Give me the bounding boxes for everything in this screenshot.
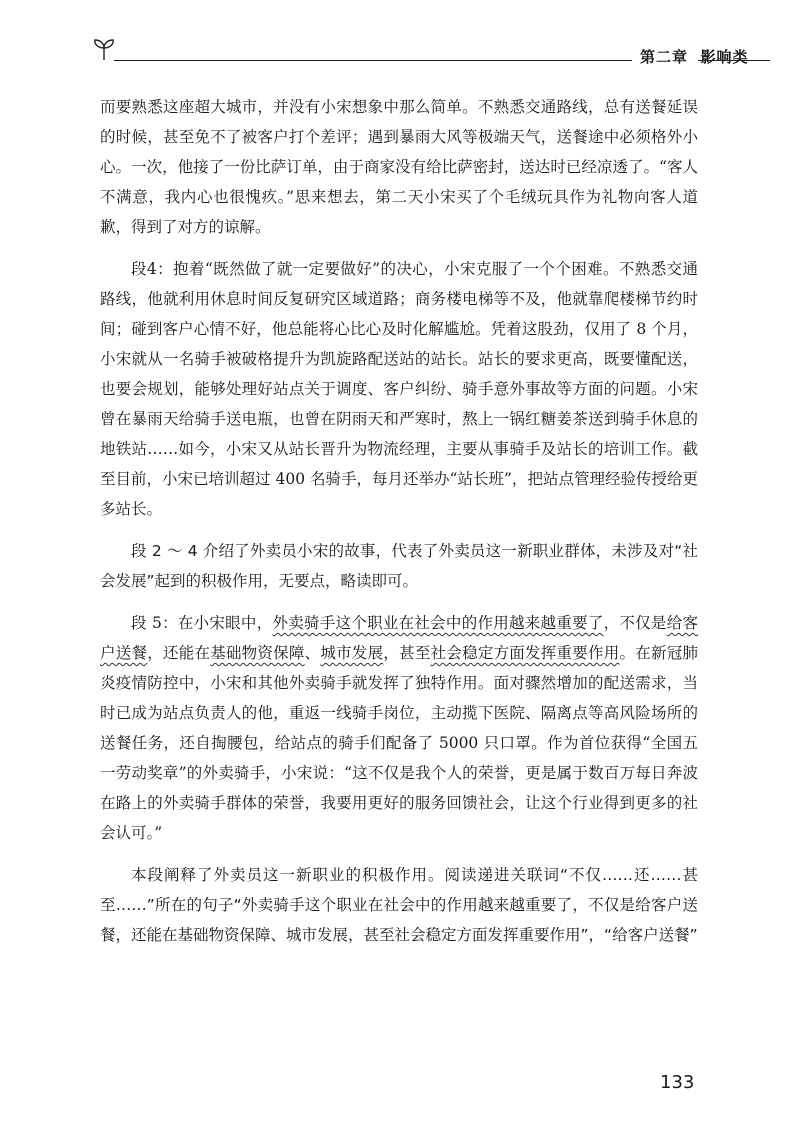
paragraph-section-4: 段4：抱着“既然做了就一定要做好”的决心，小宋克服了一个个困难。不熟悉交通路线，他就利用休息时间反复研究区域道路；商务楼电梯等不及，他就靠爬楼梯节约时间；碰到客户心情不好，他总能将心比心及时化解尴尬。凭着这股劲，仅用了 8 个月，小宋就从一名骑手被破格提升为凯旋路配送站的站长。站长的要求更高，既要懂配送，也要会规划，能够处理好站点关于调度、客户纠纷、骑手意外事故等方面的问题。小宋曾在暴雨天给骑手送电瓶，也曾在阴雨天和严寒时，熬上一锅红糖姜茶送到骑手休息的地铁站……如今，小宋又从站长晋升为物流经理，主要从事骑手及站长的培训工作。截至目前，小宋已培训超过 400 名骑手，每月还举办“站长班”，把站点管理经验传授给更多站长。	[100, 260, 698, 518]
p5-text-1: 段 5：在小宋眼中，	[131, 614, 273, 632]
reading-note-1: 段 2 ～ 4 介绍了外卖员小宋的故事，代表了外卖员这一新职业群体，未涉及对“社会发展”起到的积极作用，无要点，略读即可。	[100, 542, 698, 590]
p5-text-5: ，甚至	[383, 644, 431, 662]
page-number: 133	[660, 1072, 695, 1093]
p5-text-4: 、	[304, 644, 321, 662]
header-rule-right	[698, 60, 770, 61]
paragraph-section-5	[100, 608, 698, 848]
p5-text-6: 。在新冠肺炎疫情防控中，小宋和其他外卖骑手就发挥了独特作用。面对骤然增加的配送需求，当时已成为站点负责人的他，重返一线骑手岗位，主动揽下医院、隔离点等高风险场所的送餐任务，还自掏腰包，给站点的骑手们配备了 5000 只口罩。作为首位获得“全国五一劳动奖章”的外卖骑手，小宋说：“这不仅是我个人的荣誉，更是属于数百万每日奔波在路上的外卖骑手群体的荣誉，我要用更好的服务回馈社会，让这个行业得到更多的社会认可。”	[100, 644, 698, 842]
key-phrase-supplies: 基础物资保障	[210, 644, 305, 662]
key-phrase-delivery: 给客户送餐	[100, 614, 698, 662]
paragraph-continuation: 而要熟悉这座超大城市，并没有小宋想象中那么简单。不熟悉交通路线，总有送餐延误的时候，甚至免不了被客户打个差评；遇到暴雨大风等极端天气，送餐途中必须格外小心。一次，他接了一份比萨订单，由于商家没有给比萨密封，送达时已经凉透了。“客人不满意，我内心也很愧疚。”思来想去，第二天小宋买了个毛绒玩具作为礼物向客人道歉，得到了对方的谅解。	[100, 98, 698, 236]
header-rule-left	[114, 60, 632, 61]
chapter-title	[640, 46, 748, 67]
p5-text-2: ，不仅是	[603, 614, 667, 632]
section-title: 影响类	[700, 48, 749, 66]
sprout-icon	[90, 36, 118, 62]
key-phrase-city: 城市发展	[320, 644, 384, 662]
p5-text-3: ，还能在	[147, 644, 211, 662]
reading-note-2: 本段阐释了外卖员这一新职业的积极作用。阅读递进关联词“不仅……还……甚至……”所在的句子“外卖骑手这个职业在社会中的作用越来越重要了，不仅是给客户送餐，还能在基础物资保障、城市发展，甚至社会稳定方面发挥重要作用”，“给客户送餐”	[100, 866, 698, 944]
running-header	[90, 36, 770, 72]
key-phrase-stability: 社会稳定方面发挥重要作用	[430, 644, 620, 662]
page-body	[100, 92, 698, 950]
key-phrase-role: 外卖骑手这个职业在社会中的作用越来越重要了	[272, 614, 604, 632]
chapter-number: 第二章	[640, 48, 689, 66]
